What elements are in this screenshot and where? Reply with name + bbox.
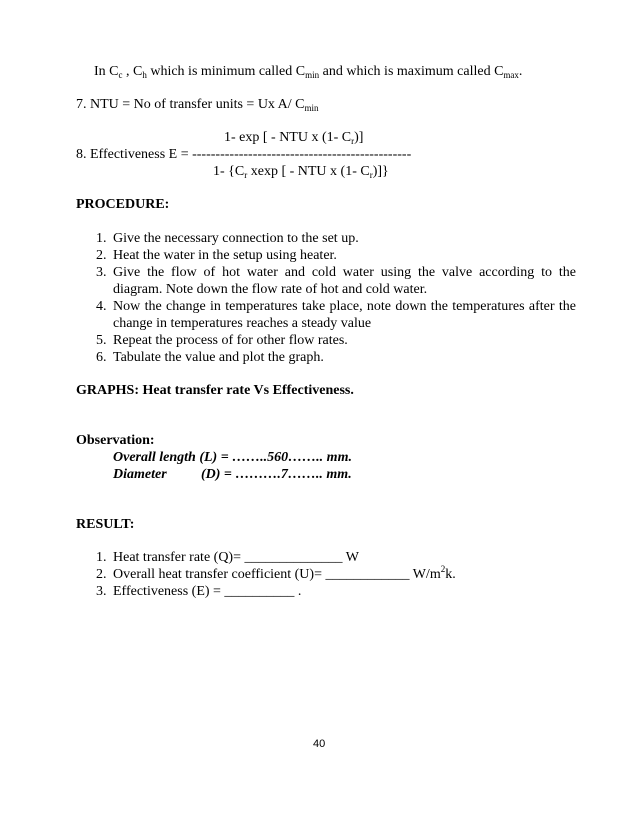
cmin-cmax-note: In $C_c$ , $C_h$ which is minimum called $C_{min}$ and which is maximum called $C_{max}$. — [94, 64, 523, 80]
list-item: 3. Effectiveness (E) = __________ . — [96, 584, 302, 599]
observation-heading: Observation: — [76, 433, 155, 448]
list-item: 3. Give the flow of hot water and cold water using the valve according to the diagram. Note down the flow rate of hot and cold water. — [96, 265, 576, 297]
result-heading: RESULT: — [76, 517, 135, 532]
ntu-formula: 7. NTU = No of transfer units = Ux A/ $C_{min}$ — [76, 97, 319, 113]
list-item: 4. Now the change in temperatures take place, note down the temperatures after the change in temperatures reaches a steady value — [96, 299, 576, 331]
observation-diameter-label: Diameter — [113, 467, 167, 482]
procedure-list — [96, 230, 576, 366]
list-item: 6. Tabulate the value and plot the graph. — [96, 350, 324, 365]
graphs-heading: GRAPHS: Heat transfer rate Vs Effectiveness. — [76, 383, 354, 398]
observation-diameter-value: (D) = ……….7…….. mm. — [201, 467, 352, 482]
list-item: 5. Repeat the process of for other flow rates. — [96, 333, 348, 348]
page-number: 40 — [313, 738, 326, 750]
result-list — [96, 549, 576, 600]
list-item: 1. Give the necessary connection to the set up. — [96, 231, 359, 246]
effectiveness-numerator: 1- exp [ - NTU x (1- $C_r$)] — [224, 130, 364, 146]
list-item: 1. Heat transfer rate (Q)= ______________ W — [96, 550, 359, 565]
effectiveness-denominator: 1- {$C_r$ xexp [ - NTU x (1- $C_r$)]} — [213, 164, 389, 180]
observation-length: Overall length (L) = ……..560…….. mm. — [113, 450, 352, 465]
procedure-heading: PROCEDURE: — [76, 197, 170, 212]
list-item: 2. Heat the water in the setup using heater. — [96, 248, 337, 263]
list-item: 2. Overall heat transfer coefficient (U)= ____________ $W/m^2k$. — [96, 564, 456, 582]
effectiveness-formula-line: 8. Effectiveness E = ----------------------------------------------- — [76, 147, 412, 162]
